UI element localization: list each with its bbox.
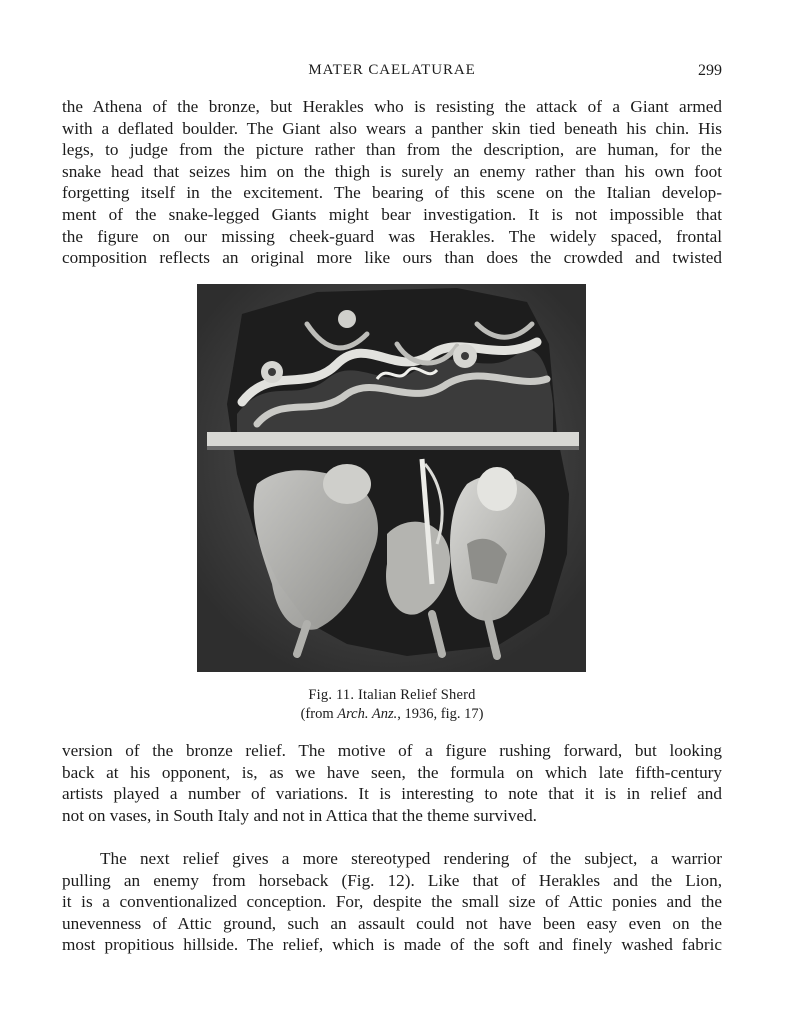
text-line: The next relief gives a more stereotyped rendering of the subject, a warrior <box>100 849 722 868</box>
caption-source-title: Arch. Anz. <box>337 706 398 722</box>
paragraph-3 <box>62 848 722 956</box>
text-line: snake head that seizes him on the thigh is surely an enemy rather than his own foot <box>62 161 722 181</box>
figure-caption-title: Fig. 11. Italian Relief Sherd <box>308 687 476 703</box>
text-line: ment of the snake-legged Giants might bear investigation. It is not impossible that <box>62 204 722 224</box>
running-title: MATER CAELATURAE <box>308 62 476 78</box>
text-line: artists played a number of variations. It is interesting to note that it is in relief and <box>62 784 722 804</box>
text-line: composition reflects an original more like ours than does the crowded and twisted <box>62 248 722 268</box>
figure-caption-source <box>62 705 722 724</box>
caption-source-prefix: (from <box>300 706 338 722</box>
text-line: back at his opponent, is, as we have seen, the formula on which late fifth-century <box>62 762 722 782</box>
text-line: legs, to judge from the picture rather than from the description, are human, for the <box>62 140 722 160</box>
page-header <box>62 62 722 82</box>
text-line: unevenness of Attic ground, such an assault could not have been easy even on the <box>62 913 722 933</box>
relief-sherd-photo <box>197 284 586 672</box>
text-line: version of the bronze relief. The motive of a figure rushing forward, but looking <box>62 741 722 760</box>
text-line: it is a conventionalized conception. For, despite the small size of Attic ponies and the <box>62 892 722 912</box>
text-line: the figure on our missing cheek-guard was Herakles. The widely spaced, frontal <box>62 226 722 246</box>
text-line: pulling an enemy from horseback (Fig. 12). Like that of Herakles and the Lion, <box>62 870 722 890</box>
page-number: 299 <box>698 62 722 79</box>
text-line: the Athena of the bronze, but Herakles who is resisting the attack of a Giant armed <box>62 97 722 116</box>
text-line: not on vases, in South Italy and not in Attica that the theme survived. <box>62 805 537 825</box>
text-line: with a deflated boulder. The Giant also wears a panther skin tied beneath his chin. His <box>62 118 722 138</box>
text-line: forgetting itself in the excitement. The bearing of this scene on the Italian develop- <box>62 183 722 203</box>
paragraph-2 <box>62 740 722 826</box>
caption-source-suffix: , 1936, fig. 17) <box>397 706 484 722</box>
paragraph-1 <box>62 96 722 269</box>
text-line: most propitious hillside. The relief, which is made of the soft and finely washed fabric <box>62 935 722 955</box>
